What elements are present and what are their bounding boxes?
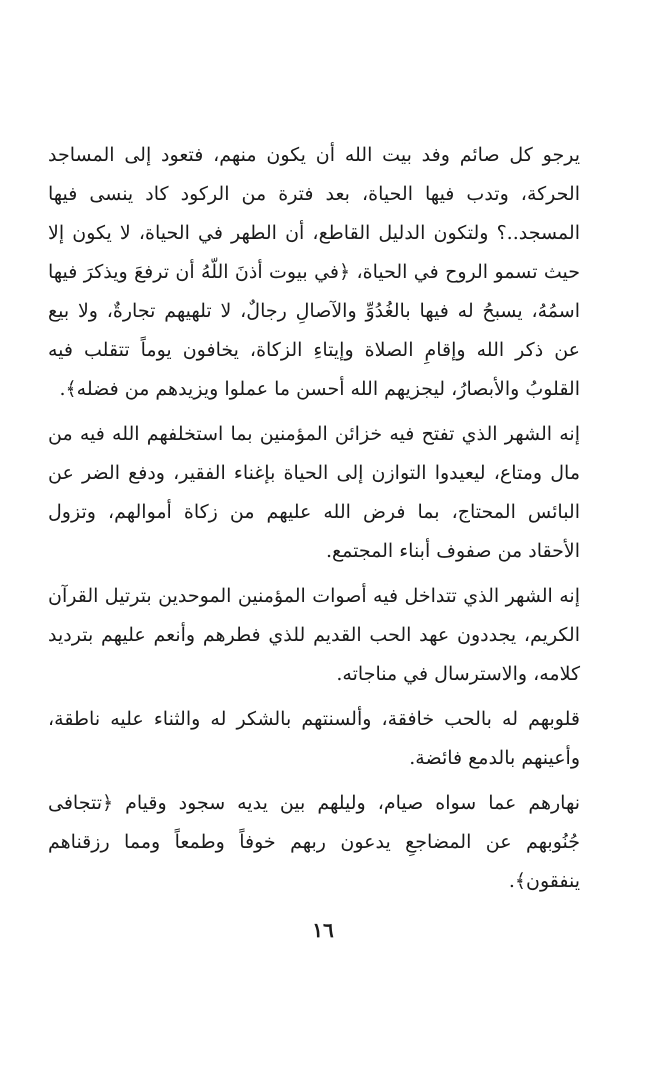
paragraph-4: قلوبهم له بالحب خافقة، وألسنتهم بالشكر له والثناء عليه ناطقة، وأعينهم بالدمع فائضة. [48,708,580,769]
paragraph-2: إنه الشهر الذي تفتح فيه خزائن المؤمنين بما استخلفهم الله فيه من مال ومتاع، ليعيدوا التوازن إلى الحياة بإغناء الفقير، ودفع الضر عن البائس المحتاج، بما فرض الله عليهم من زكاة أموالهم، وتزول الأحقاد من صفوف أبناء المجتمع. [48,423,580,562]
paragraph-5: نهارهم عما سواه صيام، وليلهم بين يديه سجود وقيام ﴿تتجافى جُنُوبهم عن المضاجعِ يدعون ربهم خوفاً وطمعاً ومما رزقناهم ينفقون﴾. [48,792,580,892]
page-number: ١٦ [312,918,334,942]
paragraph-3: إنه الشهر الذي تتداخل فيه أصوات المؤمنين الموحدين بترتيل القرآن الكريم، يجددون عهد الحب القديم للذي فطرهم وأنعم عليهم بترديد كلامه، والاسترسال في مناجاته. [48,585,580,685]
paragraph-1: يرجو كل صائم وفد بيت الله أن يكون منهم، فتعود إلى المساجد الحركة، وتدب فيها الحياة، بعد فترة من الركود كاد ينسى فيها المسجد..؟ ولتكون الدليل القاطع، أن الطهر في الحياة، لا يكون إلا حيث تسمو الروح في الحياة، ﴿في بيوت أذنَ اللّهُ أن ترفعَ ويذكرَ فيها اسمُهُ، يسبحُ له فيها بالغُدُوِّ والآصالِ رجالٌ، لا تلهيهم تجارةٌ، ولا بيع عن ذكر الله وإقامِ الصلاة وإيتاءِ الزكاة، يخافون يوماً تتقلب فيه القلوبُ والأبصارُ، ليجزيهم الله أحسن ما عملوا ويزيدهم من فضله﴾. [48,144,580,400]
body-text [48,136,580,901]
